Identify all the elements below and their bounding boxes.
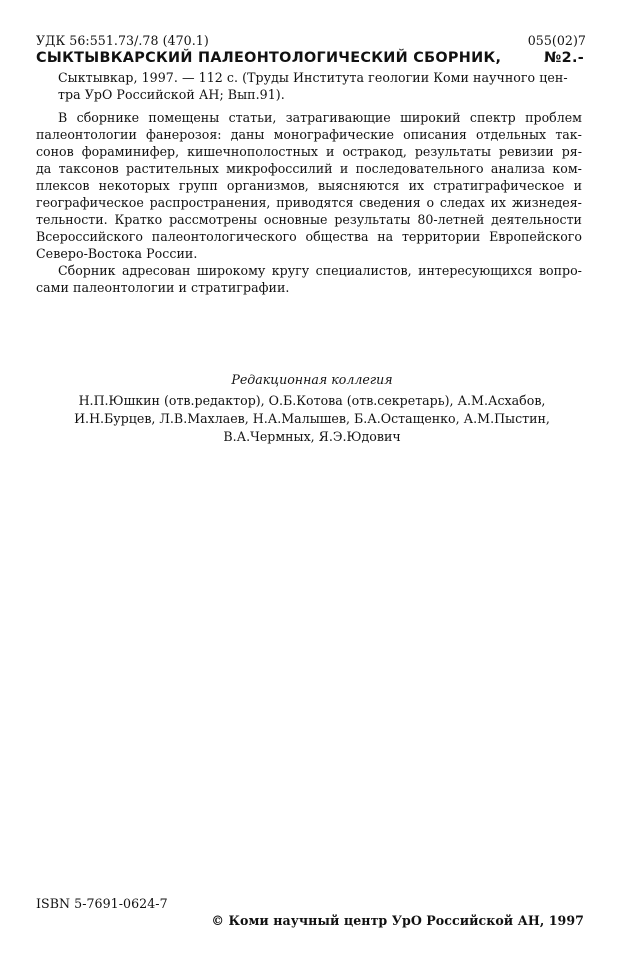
editorial-board-members: Н.П.Юшкин (отв.редактор), О.Б.Котова (отв.секретарь), А.М.Асхабов, (78, 393, 546, 408)
word: микрофоссилий (226, 161, 333, 176)
abstract-line (36, 177, 582, 194)
abstract-line (36, 160, 582, 177)
word: ря- (561, 144, 582, 159)
word: широкому (196, 263, 266, 278)
word: Сборник (58, 263, 116, 278)
word: результаты (414, 144, 491, 159)
word: да (36, 161, 52, 176)
word: фораминифер, (81, 144, 180, 159)
word: фанерозоя: (146, 127, 222, 142)
word: описания (403, 127, 467, 142)
word: приводятся (276, 195, 354, 210)
word: основные (263, 212, 328, 227)
word: о (426, 195, 435, 210)
word: адресован (122, 263, 191, 278)
audience-line: сами палеонтологии и стратиграфии. (36, 280, 290, 295)
word: и (573, 178, 582, 193)
word: спектр (469, 110, 516, 125)
word: статьи, (228, 110, 277, 125)
word: широкий (400, 110, 461, 125)
word: остракод, (342, 144, 407, 159)
word: и (326, 144, 335, 159)
word: кишечнополостных (187, 144, 318, 159)
word: палеонтологии (36, 127, 137, 142)
classification-code: 055(02)7 (527, 33, 586, 48)
word: Европейского (489, 229, 582, 244)
word: вопро- (538, 263, 582, 278)
word: Кратко (114, 212, 163, 227)
word: следах (439, 195, 485, 210)
word: растительных (126, 161, 219, 176)
word: анализа (490, 161, 546, 176)
word: их (408, 178, 425, 193)
editorial-board-members: В.А.Чермных, Я.Э.Юдович (223, 429, 401, 444)
word: таксонов (58, 161, 119, 176)
word: организмов, (226, 178, 309, 193)
udk-code: УДК 56:551.73/.78 (470.1) (36, 33, 209, 48)
word: выясняются (318, 178, 400, 193)
word: жизнедея- (511, 195, 582, 210)
word: последовательного (355, 161, 484, 176)
word: деятельности (491, 212, 582, 227)
word: групп (178, 178, 218, 193)
word: ком- (552, 161, 582, 176)
word: на (377, 229, 394, 244)
editorial-board-heading: Редакционная коллегия (231, 372, 393, 387)
isbn: ISBN 5-7691-0624-7 (36, 896, 168, 911)
word: отдельных (475, 127, 547, 142)
word: их (490, 195, 507, 210)
imprint-line-2: тра УрО Российской АН; Вып.91). (58, 87, 285, 102)
abstract-line (36, 194, 582, 211)
word: некоторых (98, 178, 170, 193)
word: результаты (334, 212, 411, 227)
word: сборнике (76, 110, 140, 125)
copyright: © Коми научный центр УрО Российской АН, 1997 (211, 913, 584, 928)
word: палеонтологического (151, 229, 297, 244)
word: кругу (271, 263, 310, 278)
abstract-line (36, 143, 582, 160)
word: даны (230, 127, 265, 142)
word: географическое (36, 195, 144, 210)
word: распространения, (149, 195, 271, 210)
word: помещены (148, 110, 220, 125)
word: проблем (525, 110, 582, 125)
word: общества (305, 229, 369, 244)
word: и (339, 161, 349, 176)
editorial-board-members: И.Н.Бурцев, Л.В.Махлаев, Н.А.Малышев, Б.А.Остащенко, А.М.Пыстин, (74, 411, 550, 426)
word: ревизии (499, 144, 554, 159)
word: Всероссийского (36, 229, 143, 244)
word: сведения (359, 195, 421, 210)
abstract-line (58, 109, 582, 126)
word: специалистов, (315, 263, 412, 278)
abstract-line (36, 228, 582, 245)
issue-number: №2.- (544, 50, 584, 66)
word: монографические (273, 127, 394, 142)
imprint-line-1: Сыктывкар, 1997. — 112 с. (Труды Института геологии Коми научного цен- (58, 70, 568, 85)
abstract-line (36, 211, 582, 228)
abstract-line (36, 126, 582, 143)
word: так- (555, 127, 582, 142)
audience-line (58, 262, 582, 279)
word: тельности. (36, 212, 108, 227)
word: интересующихся (418, 263, 533, 278)
title-line (36, 50, 584, 67)
word: сонов (36, 144, 74, 159)
word: территории (401, 229, 481, 244)
book-title: СЫКТЫВКАРСКИЙ ПАЛЕОНТОЛОГИЧЕСКИЙ СБОРНИК, (36, 50, 502, 66)
abstract-line: Северо-Востока России. (36, 246, 198, 261)
word: плексов (36, 178, 90, 193)
word: затрагивающие (285, 110, 391, 125)
word: рассмотрены (169, 212, 258, 227)
word: В (58, 110, 68, 125)
word: 80-летней (417, 212, 485, 227)
word: стратиграфическое (433, 178, 565, 193)
